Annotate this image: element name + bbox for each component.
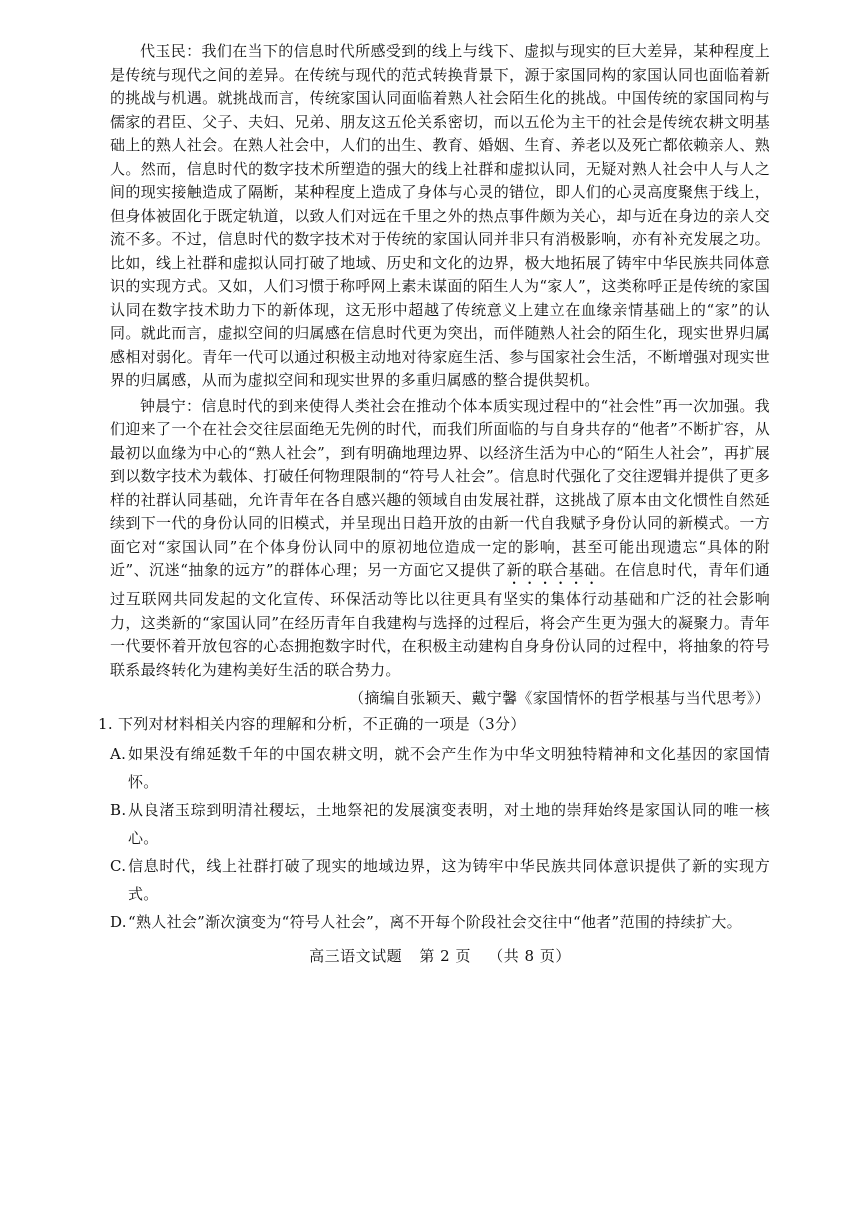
option-a [110, 740, 770, 796]
emphasized-phrase: 新的联合基础 [506, 561, 600, 579]
question-stem: 1. 下列对材料相关内容的理解和分析，不正确的一项是（3分） [98, 715, 526, 733]
question-options [110, 740, 770, 936]
paragraph-2-text-after: 。在信息时代，青年们通过互联网共同发起的文化宣传、环保活动等比以往更具有坚实的集体行动基础和广泛的社会影响力，这类新的“家国认同”在经历青年自我建构与选择的过程后，将会产生更为强大的凝聚力。青年一代要怀着开放包容的心态拥抱数字时代，在积极主动建构自身身份认同的过程中，将抽象的符号联系最终转化为建构美好生活的联合势力。 [110, 561, 770, 679]
option-text: 信息时代，线上社群打破了现实的地域边界，这为铸牢中华民族共同体意识提供了新的实现方式。 [128, 857, 770, 903]
option-label: D. [110, 913, 127, 931]
page-content [98, 40, 770, 968]
option-text: 从良渚玉琮到明清社稷坛，土地祭祀的发展演变表明，对土地的崇拜始终是家国认同的唯一核心。 [128, 801, 770, 847]
footer-page-total: （共 8 页） [488, 947, 571, 965]
footer-page-number: 第 2 页 [419, 947, 471, 965]
option-b [110, 796, 770, 852]
passage-paragraph-1: 代玉民：我们在当下的信息时代所感受到的线上与线下、虚拟与现实的巨大差异，某种程度上是传统与现代之间的差异。在传统与现代的范式转换背景下，源于家国同构的家国认同也面临着新的挑战与机遇。就挑战而言，传统家国认同面临着熟人社会陌生化的挑战。中国传统的家国同构与儒家的君臣、父子、夫妇、兄弟、朋友这五伦关系密切，而以五伦为主干的社会是传统农耕文明基础上的熟人社会。在熟人社会中，人们的出生、教育、婚姻、生育、养老以及死亡都依赖亲人、熟人。然而，信息时代的数字技术所塑造的强大的线上社群和虚拟认同，无疑对熟人社会中人与人之间的现实接触造成了隔断，某种程度上造成了身体与心灵的错位，即人们的心灵高度聚焦于线上，但身体被固化于既定轨道，以致人们对远在千里之外的热点事件颇为关心，却与近在身边的亲人交流不多。不过，信息时代的数字技术对于传统的家国认同并非只有消极影响，亦有补充发展之功。比如，线上社群和虚拟认同打破了地域、历史和文化的边界，极大地拓展了铸牢中华民族共同体意识的实现方式。又如，人们习惯于称呼网上素未谋面的陌生人为“家人”，这类称呼正是传统的家国认同在数字技术助力下的新体现，这无形中超越了传统意义上建立在血缘亲情基础上的“家”的认同。就此而言，虚拟空间的归属感在信息时代更为突出，而伴随熟人社会的陌生化，现实世界归属感相对弱化。青年一代可以通过积极主动地对待家庭生活、参与国家社会生活，不断增强对现实世界的归属感，从而为虚拟空间和现实世界的多重归属感的整合提供契机。 [110, 42, 770, 389]
page-footer [110, 944, 770, 968]
passage-source: （摘编自张颖天、戴宁馨《家国情怀的哲学根基与当代思考》） [349, 689, 770, 707]
paragraph-2-text-before: 钟晨宁：信息时代的到来使得人类社会在推动个体本质实现过程中的“社会性”再一次加强。我们迎来了一个在社会交往层面绝无先例的时代，而我们所面临的与自身共存的“他者”不断扩容，从最初以血缘为中心的“熟人社会”，到有明确地理边界、以经济生活为中心的“陌生人社会”，再扩展到以数字技术为载体、打破任何物理限制的“符号人社会”。信息时代强化了交往逻辑并提供了更多样的社群认同基础，允许青年在各自感兴趣的领域自由发展社群，这挑战了原本由文化惯性自然延续到下一代的身份认同的旧模式，并呈现出日趋开放的由新一代自我赋予身份认同的新模式。一方面它对“家国认同”在个体身份认同中的原初地位造成一定的影响，甚至可能出现遗忘“具体的附近”、沉迷“抽象的远方”的群体心理；另一方面它又提供了 [110, 396, 770, 579]
option-text: 如果没有绵延数千年的中国农耕文明，就不会产生作为中华文明独特精神和文化基因的家国情怀。 [128, 745, 770, 791]
option-label: B. [110, 801, 127, 819]
option-label: C. [110, 857, 127, 875]
footer-title: 高三语文试题 [309, 947, 403, 965]
option-c [110, 852, 770, 908]
option-label: A. [110, 745, 127, 763]
passage-paragraph-2 [110, 395, 770, 683]
option-d [110, 908, 770, 936]
option-text: “熟人社会”渐次演变为“符号人社会”，离不开每个阶段社会交往中“他者”范围的持续扩大。 [128, 913, 742, 931]
